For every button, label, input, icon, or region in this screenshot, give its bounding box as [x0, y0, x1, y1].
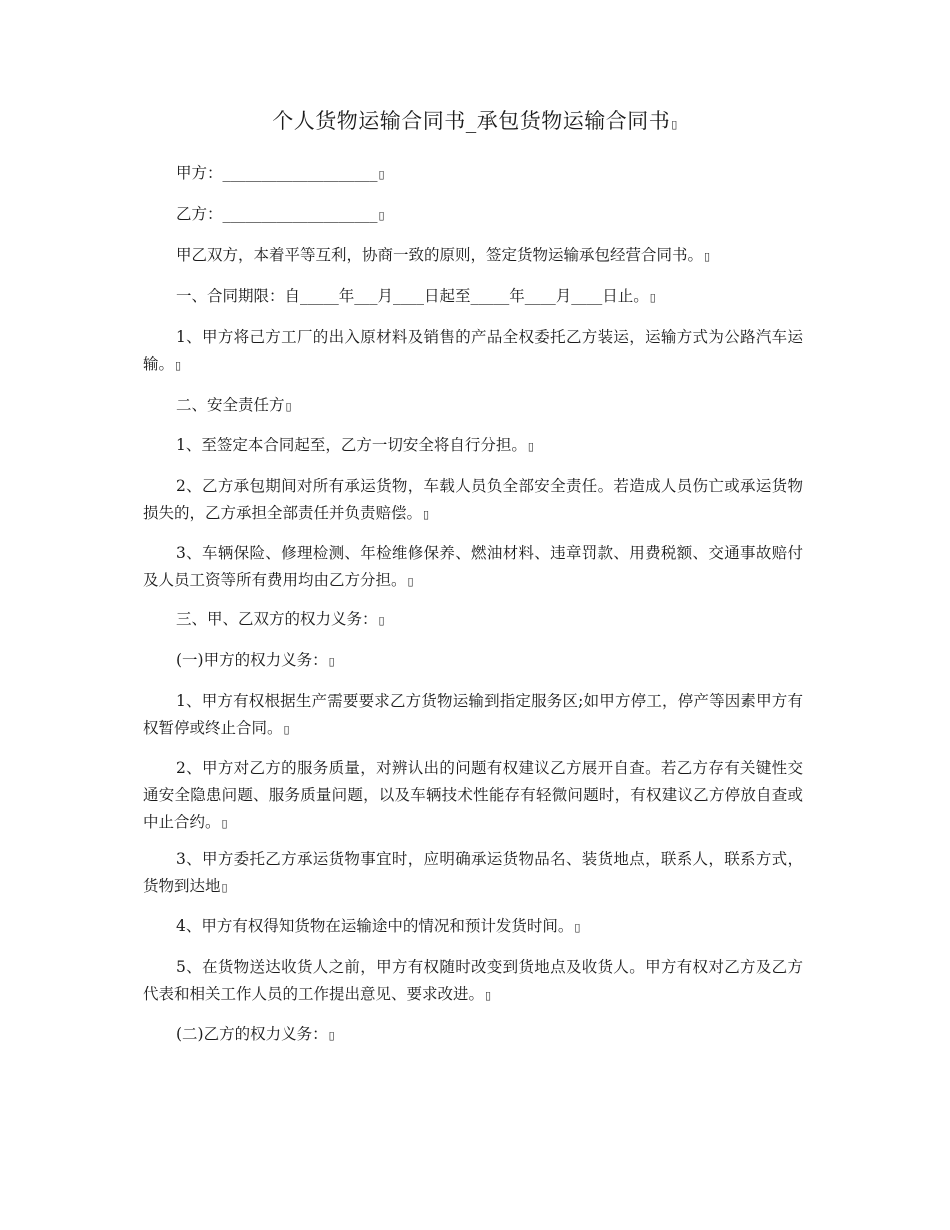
clause-paragraph: 4、甲方有权得知货物在运输途中的情况和预计发货时间。▯ [176, 917, 581, 935]
clause-paragraph: 1、甲方将己方工厂的出入原材料及销售的产品全权委托乙方装运，运输方式为公路汽车运输。▯ [143, 328, 803, 373]
subsection-heading-party-a: (一)甲方的权力义务：▯ [176, 651, 335, 669]
section-heading-term: 一、合同期限：自_____年___月____日起至_____年____月____日止。▯ [176, 287, 656, 305]
subsection-heading-party-b: (二)乙方的权力义务：▯ [176, 1025, 335, 1043]
paragraph-mark: ▯ [221, 881, 228, 894]
paragraph-mark: ▯ [285, 400, 292, 413]
paragraph-mark: ▯ [221, 817, 228, 830]
clause-paragraph: 1、甲方有权根据生产需要要求乙方货物运输到指定服务区;如甲方停工，停产等因素甲方有权暂停或终止合同。▯ [143, 692, 803, 737]
paragraph-mark: ▯ [328, 655, 335, 668]
clause-paragraph: 1、至签定本合同起至，乙方一切安全将自行分担。▯ [176, 436, 534, 454]
paragraph-mark: ▯ [378, 614, 385, 627]
clause-paragraph: 2、乙方承包期间对所有承运货物，车载人员负全部安全责任。若造成人员伤亡或承运货物损失的，乙方承担全部责任并负责赔偿。▯ [143, 477, 803, 522]
clause-paragraph: 2、甲方对乙方的服务质量，对辨认出的问题有权建议乙方展开自查。若乙方存有关键性交通安全隐患问题、服务质量问题，以及车辆技术性能存有轻微问题时，有权建议乙方停放自查或中止合约。▯ [143, 759, 803, 831]
title-text: 个人货物运输合同书_承包货物运输合同书 [272, 109, 671, 133]
paragraph-mark: ▯ [527, 440, 534, 453]
paragraph-mark: ▯ [283, 723, 290, 736]
paragraph-mark: ▯ [649, 291, 656, 304]
paragraph-mark: ▯ [671, 118, 678, 131]
paragraph-mark: ▯ [328, 1029, 335, 1042]
section-heading-rights: 三、甲、乙双方的权力义务：▯ [176, 610, 385, 628]
paragraph-mark: ▯ [407, 575, 414, 588]
document-title [0, 106, 950, 140]
clause-paragraph: 5、在货物送达收货人之前，甲方有权随时改变到货地点及收货人。甲方有权对乙方及乙方代表和相关工作人员的工作提出意见、要求改进。▯ [143, 958, 803, 1003]
paragraph-mark: ▯ [175, 359, 182, 372]
paragraph-mark: ▯ [378, 168, 385, 181]
paragraph-mark: ▯ [423, 508, 430, 521]
preamble-paragraph: 甲乙双方，本着平等互利，协商一致的原则，签定货物运输承包经营合同书。▯ [176, 246, 711, 264]
paragraph-mark: ▯ [378, 209, 385, 222]
paragraph-mark: ▯ [574, 921, 581, 934]
section-heading-safety: 二、安全责任方▯ [176, 396, 292, 414]
clause-paragraph: 3、甲方委托乙方承运货物事宜时，应明确承运货物品名、装货地点，联系人，联系方式，货物到达地▯ [143, 850, 803, 895]
paragraph-mark: ▯ [704, 250, 711, 263]
party-b-line: 乙方：____________________▯ [176, 205, 385, 223]
paragraph-mark: ▯ [485, 989, 492, 1002]
clause-paragraph: 3、车辆保险、修理检测、年检维修保养、燃油材料、违章罚款、用费税额、交通事故赔付及人员工资等所有费用均由乙方分担。▯ [143, 544, 803, 589]
party-a-line: 甲方：____________________▯ [176, 164, 385, 182]
